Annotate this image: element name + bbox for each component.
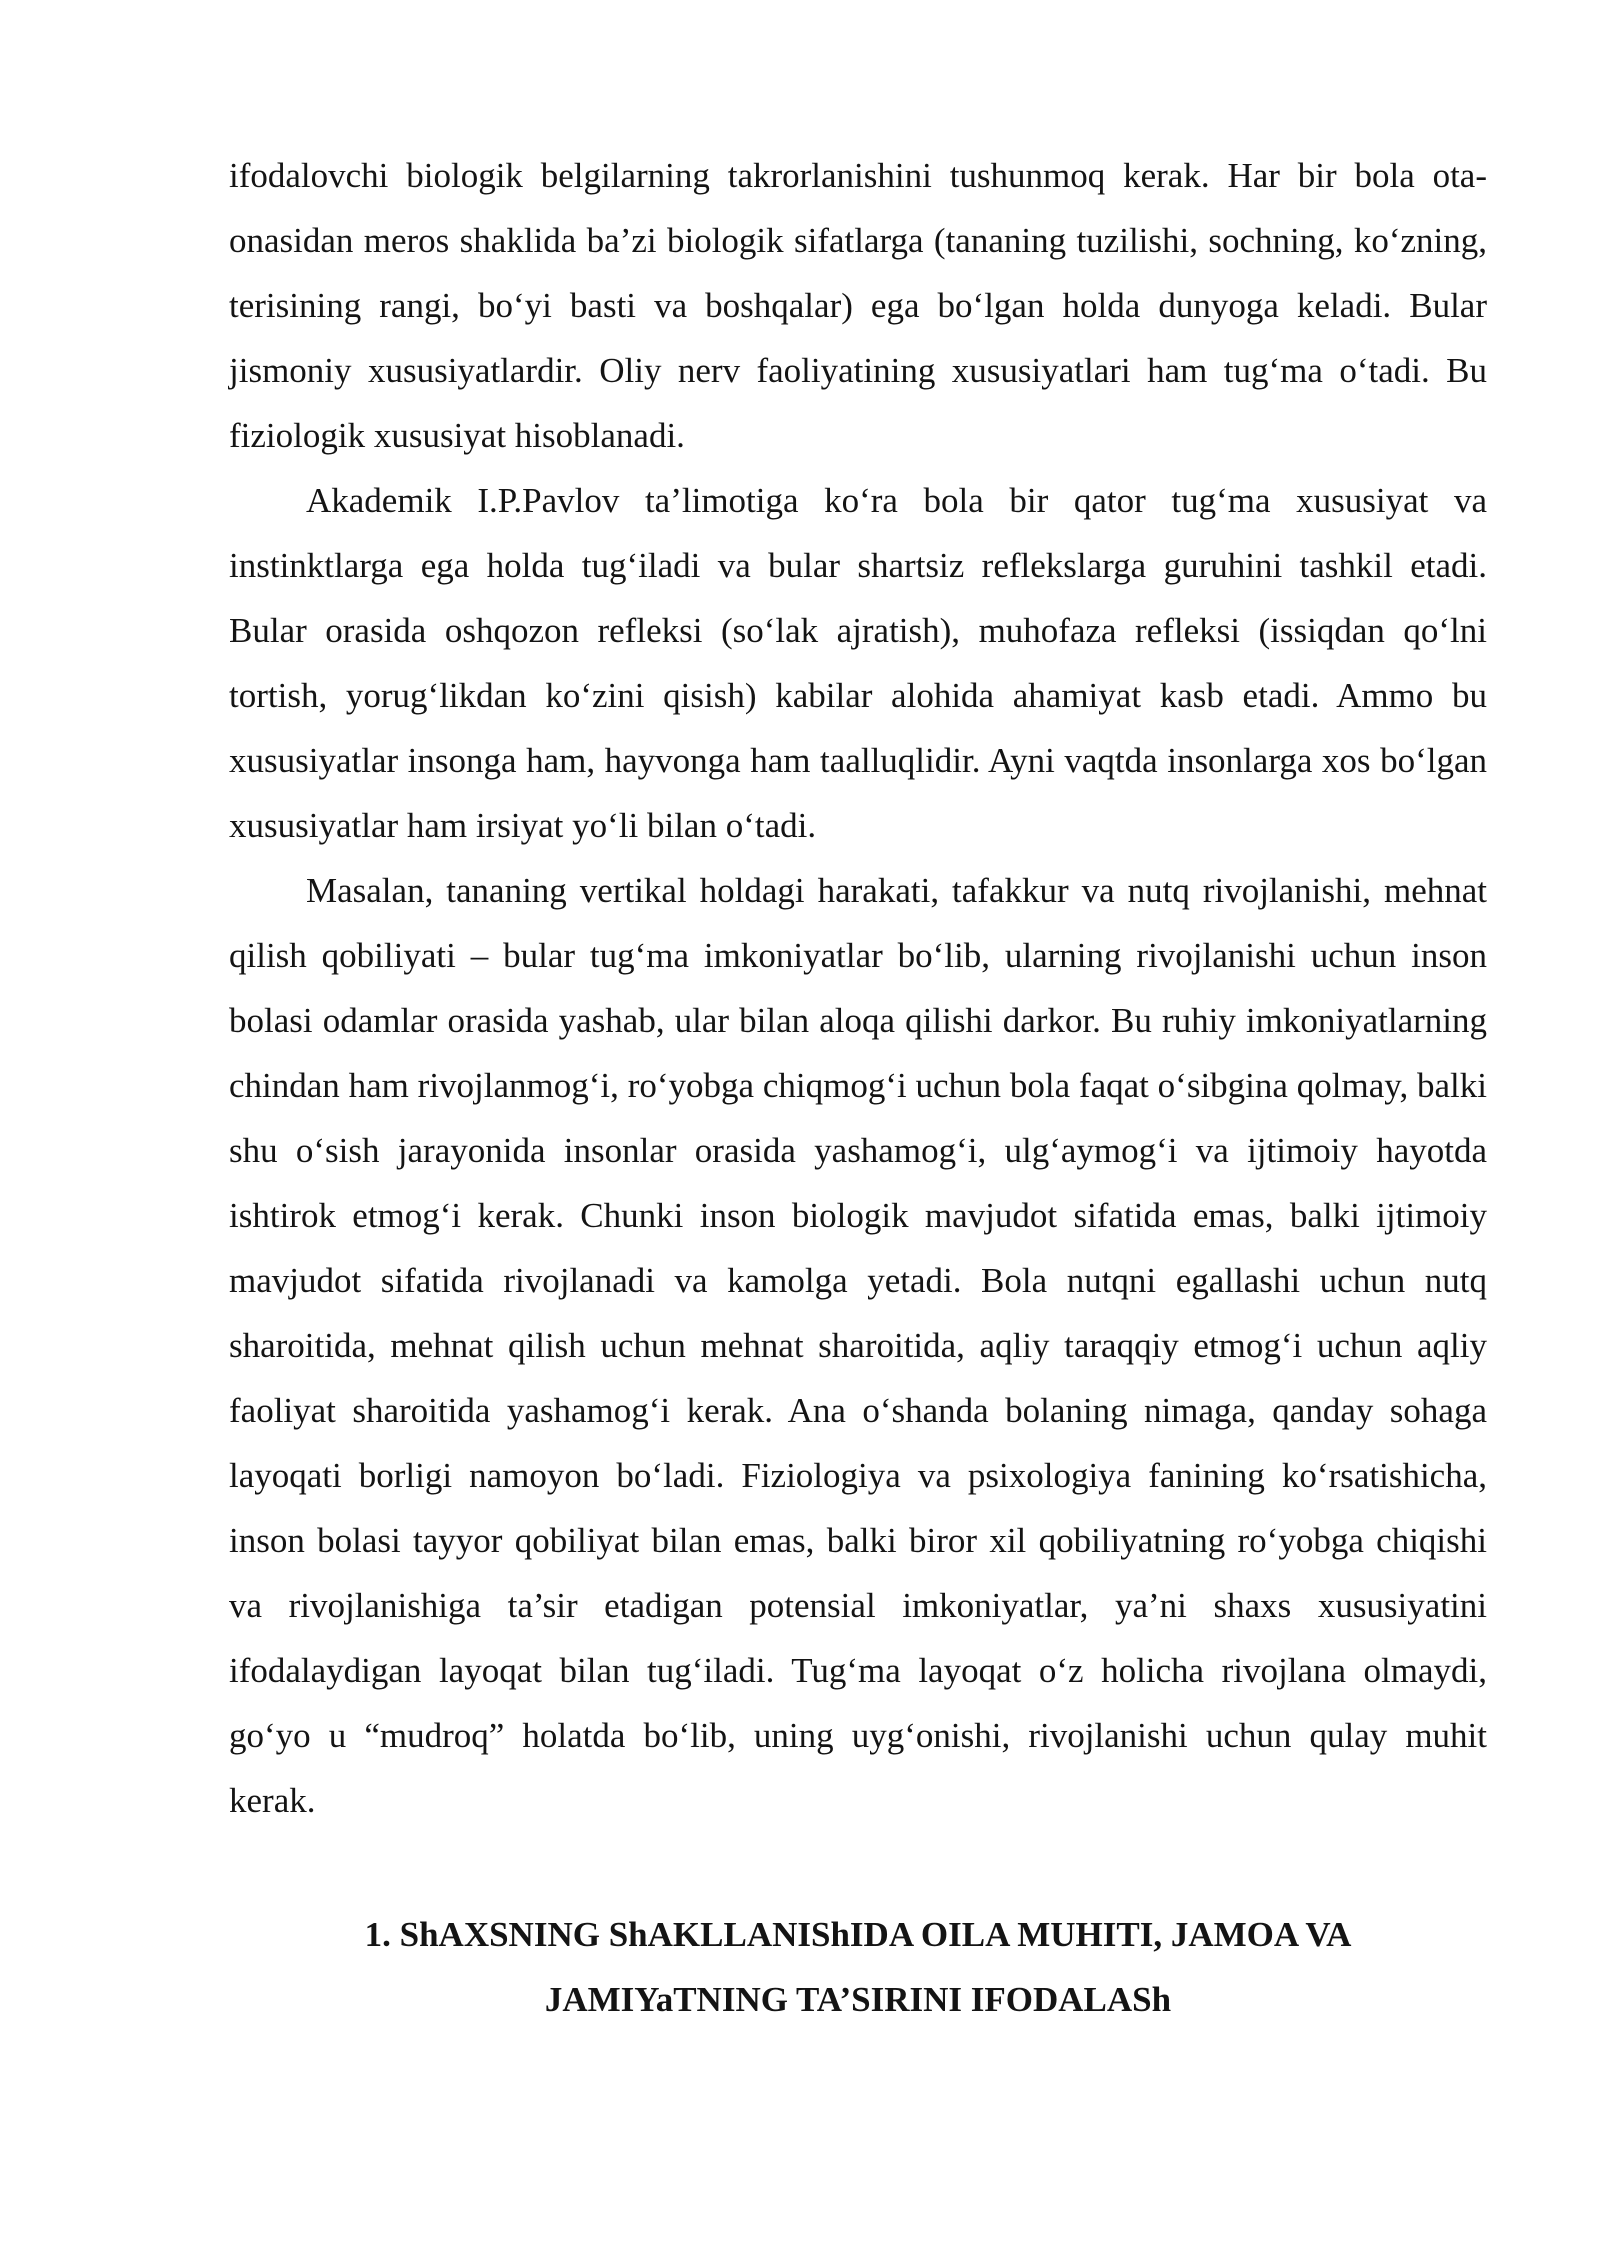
body-text: [229, 143, 1487, 1833]
section-heading-line-1: 1. ShAXSNING ShAKLLANIShIDA OILA MUHITI, JAMOA VA: [364, 1915, 1352, 1954]
paragraph-1: ifodalovchi biologik belgilarning takrorlanishini tushunmoq kerak. Har bir bola ota-onasidan meros shaklida ba’zi biologik sifatlarga (tananing tuzilishi, sochning, ko‘zning, terisining rangi, bo‘yi basti va boshqalar) ega bo‘lgan holda dunyoga keladi. Bular jismoniy xususiyatlardir. Oliy nerv faoliyatining xususiyatlari ham tug‘ma o‘tadi. Bu fiziologik xususiyat hisoblanadi.: [229, 156, 1487, 455]
section-heading-line-2: JAMIYaTNING TA’SIRINI IFODALASh: [544, 1980, 1172, 2019]
section-heading: [229, 1902, 1487, 2032]
paragraph-2: Akademik I.P.Pavlov ta’limotiga ko‘ra bola bir qator tug‘ma xususiyat va instinktlarga ega holda tug‘iladi va bular shartsiz reflekslarga guruhini tashkil etadi. Bular orasida oshqozon refleksi (so‘lak ajratish), muhofaza refleksi (issiqdan qo‘lni tortish, yorug‘likdan ko‘zini qisish) kabilar alohida ahamiyat kasb etadi. Ammo bu xususiyatlar insonga ham, hayvonga ham taalluqlidir. Ayni vaqtda insonlarga xos bo‘lgan xususiyatlar ham irsiyat yo‘li bilan o‘tadi.: [229, 481, 1487, 845]
paragraph-3: Masalan, tananing vertikal holdagi harakati, tafakkur va nutq rivojlanishi, mehnat qilish qobiliyati – bular tug‘ma imkoniyatlar bo‘lib, ularning rivojlanishi uchun inson bolasi odamlar orasida yashab, ular bilan aloqa qilishi darkor. Bu ruhiy imkoniyatlarning chindan ham rivojlanmog‘i, ro‘yobga chiqmog‘i uchun bola faqat o‘sibgina qolmay, balki shu o‘sish jarayonida insonlar orasida yashamog‘i, ulg‘aymog‘i va ijtimoiy hayotda ishtirok etmog‘i kerak. Chunki inson biologik mavjudot sifatida emas, balki ijtimoiy mavjudot sifatida rivojlanadi va kamolga yetadi. Bola nutqni egallashi uchun nutq sharoitida, mehnat qilish uchun mehnat sharoitida, aqliy taraqqiy etmog‘i uchun aqliy faoliyat sharoitida yashamog‘i kerak. Ana o‘shanda bolaning nimaga, qanday sohaga layoqati borligi namoyon bo‘ladi. Fiziologiya va psixologiya fanining ko‘rsatishicha, inson bolasi tayyor qobiliyat bilan emas, balki biror xil qobiliyatning ro‘yobga chiqishi va rivojlanishiga ta’sir etadigan potensial imkoniyatlar, ya’ni shaxs xususiyatini ifodalaydigan layoqat bilan tug‘iladi. Tug‘ma layoqat o‘z holicha rivojlana olmaydi, go‘yo u “mudroq” holatda bo‘lib, uning uyg‘onishi, rivojlanishi uchun qulay muhit kerak.: [229, 871, 1487, 1820]
